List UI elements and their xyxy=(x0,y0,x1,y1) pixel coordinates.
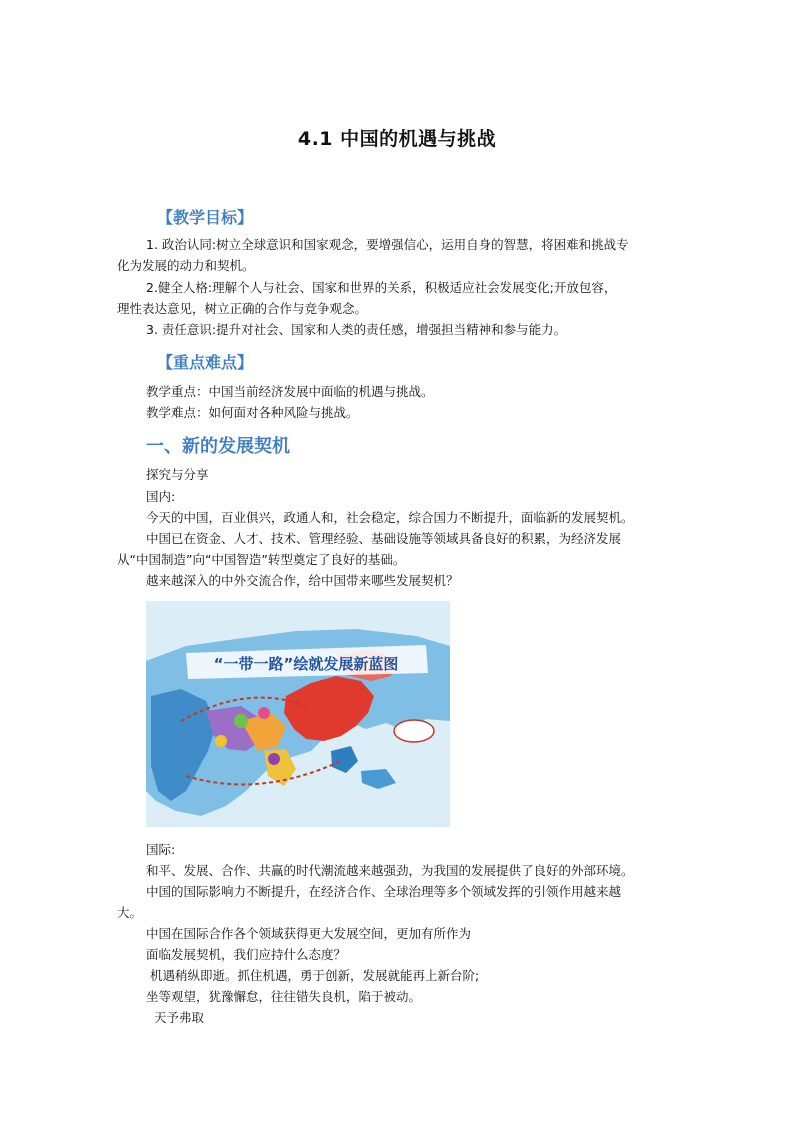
map-callout xyxy=(394,720,434,742)
goal-2-line-1: 2.健全人格:理解个人与社会、国家和世界的关系，积极适应社会发展变化;开放包容， xyxy=(146,280,617,295)
attitude-question: 面临发展契机，我们应持什么态度？ xyxy=(146,947,347,962)
domestic-label: 国内: xyxy=(146,489,176,504)
goal-1-line-2: 化为发展的动力和契机。 xyxy=(117,258,255,273)
page-title: 4.1 中国的机遇与挑战 xyxy=(297,128,497,150)
teaching-focus: 教学重点：中国当前经济发展中面临的机遇与挑战。 xyxy=(146,384,434,399)
attitude-answer-1: 机遇稍纵即逝。抓住机遇，勇于创新，发展就能再上新台阶; xyxy=(150,968,480,983)
map-banner-title: “一带一路”绘就发展新蓝图 xyxy=(213,655,399,673)
map-node-marker xyxy=(268,753,280,765)
section-1-heading: 一、新的发展契机 xyxy=(146,436,290,457)
goal-3-line-1: 3. 责任意识:提升对社会、国家和人类的责任感，增强担当精神和参与能力。 xyxy=(146,322,567,337)
explore-label: 探究与分享 xyxy=(146,467,209,482)
map-node-marker xyxy=(215,735,227,747)
key-points-heading: 【重点难点】 xyxy=(157,353,254,372)
domestic-question: 越来越深入的中外交流合作，给中国带来哪些发展契机？ xyxy=(146,573,459,588)
international-paragraph-1: 和平、发展、合作、共赢的时代潮流越来越强劲，为我国的发展提供了良好的外部环境。 xyxy=(146,863,634,878)
map-node-marker xyxy=(258,707,270,719)
map-illustration xyxy=(146,601,450,827)
domestic-paragraph-2-line-1: 中国已在资金、人才、技术、管理经验、基础设施等领域具备良好的积累，为经济发展 xyxy=(146,531,622,546)
international-label: 国际: xyxy=(146,842,176,857)
belt-and-road-map-image xyxy=(146,601,450,827)
international-paragraph-3: 中国在国际合作各个领域获得更大发展空间，更加有所作为 xyxy=(146,926,472,941)
international-paragraph-2-line-1: 中国的国际影响力不断提升，在经济合作、全球治理等多个领域发挥的引领作用越来越 xyxy=(146,884,622,899)
teaching-difficulty: 教学难点：如何面对各种风险与挑战。 xyxy=(146,405,359,420)
goals-heading: 【教学目标】 xyxy=(157,208,254,227)
map-node-marker xyxy=(234,714,248,728)
domestic-paragraph-1: 今天的中国，百业俱兴，政通人和，社会稳定，综合国力不断提升，面临新的发展契机。 xyxy=(146,510,634,525)
attitude-answer-2: 坐等观望，犹豫懈怠，往往错失良机，陷于被动。 xyxy=(146,989,422,1004)
goal-1-line-1: 1. 政治认同:树立全球意识和国家观念，要增强信心，运用自身的智慧，将困难和挑战专 xyxy=(146,237,629,252)
goal-2-line-2: 理性表达意见，树立正确的合作与竞争观念。 xyxy=(117,301,368,316)
domestic-paragraph-2-line-2: 从“中国制造”向“中国智造”转型奠定了良好的基础。 xyxy=(117,552,406,567)
attitude-answer-3: 天予弗取 xyxy=(154,1010,205,1025)
international-paragraph-2-line-2: 大。 xyxy=(117,905,143,920)
